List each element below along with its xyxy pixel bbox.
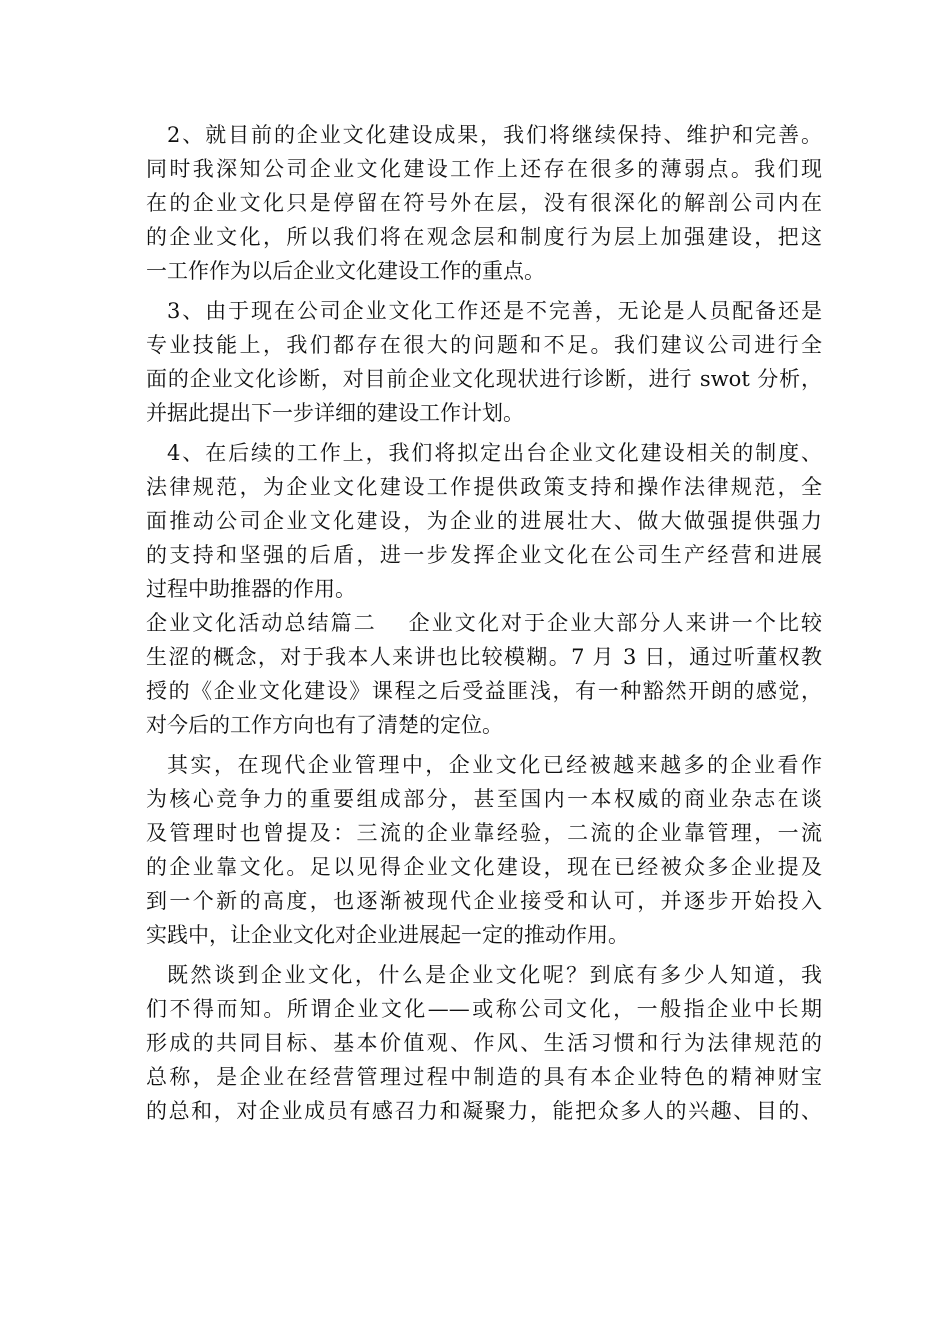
paragraph-line: 专业技能上，我们都存在很大的问题和不足。我们建议公司进行全 <box>146 333 822 357</box>
paragraph-core-competence <box>146 748 822 952</box>
paragraph-line: 的总和，对企业成员有感召力和凝聚力，能把众多人的兴趣、目的、 <box>146 1099 822 1123</box>
paragraph-item-3 <box>146 294 822 430</box>
paragraph-line: 的企业靠文化。足以见得企业文化建设，现在已经被众多企业提及 <box>146 855 822 879</box>
paragraph-line: 到一个新的高度，也逐渐被现代企业接受和认可，并逐步开始投入 <box>146 889 822 913</box>
paragraph-line: 的企业文化，所以我们将在观念层和制度行为层上加强建设，把这 <box>146 225 822 249</box>
paragraph-line: 法律规范，为企业文化建设工作提供政策支持和操作法律规范，全 <box>146 475 822 499</box>
paragraph-item-4 <box>146 436 822 606</box>
paragraph-line: 一工作作为以后企业文化建设工作的重点。 <box>146 259 545 283</box>
paragraph-line: 的支持和坚强的后盾，进一步发挥企业文化在公司生产经营和进展 <box>146 543 822 567</box>
paragraph-line: 形成的共同目标、基本价值观、作风、生活习惯和行为法律规范的 <box>146 1031 822 1055</box>
paragraph-line: 对今后的工作方向也有了清楚的定位。 <box>146 713 503 737</box>
paragraph-line: 企业文化活动总结篇二 企业文化对于企业大部分人来讲一个比较 <box>146 611 822 635</box>
section-heading-paragraph <box>146 606 822 742</box>
paragraph-line: 2、就目前的企业文化建设成果，我们将继续保持、维护和完善。 <box>167 123 822 147</box>
paragraph-line: 授的《企业文化建设》课程之后受益匪浅，有一种豁然开朗的感觉， <box>146 679 822 703</box>
paragraph-line: 既然谈到企业文化，什么是企业文化呢？到底有多少人知道，我 <box>167 963 822 987</box>
paragraph-line: 及管理时也曾提及：三流的企业靠经验，二流的企业靠管理，一流 <box>146 821 822 845</box>
paragraph-line: 总称，是企业在经营管理过程中制造的具有本企业特色的精神财宝 <box>146 1065 822 1089</box>
paragraph-line: 其实，在现代企业管理中，企业文化已经被越来越多的企业看作 <box>167 753 822 777</box>
paragraph-line: 4、在后续的工作上，我们将拟定出台企业文化建设相关的制度、 <box>167 441 822 465</box>
paragraph-line: 面的企业文化诊断，对目前企业文化现状进行诊断，进行 swot 分析， <box>146 367 822 391</box>
paragraph-line: 并据此提出下一步详细的建设工作计划。 <box>146 401 524 425</box>
paragraph-line: 面推动公司企业文化建设，为企业的进展壮大、做大做强提供强力 <box>146 509 822 533</box>
document-body <box>146 118 822 1128</box>
paragraph-item-2 <box>146 118 822 288</box>
paragraph-line: 们不得而知。所谓企业文化——或称公司文化，一般指企业中长期 <box>146 997 822 1021</box>
paragraph-line: 过程中助推器的作用。 <box>146 577 356 601</box>
paragraph-line: 为核心竞争力的重要组成部分，甚至国内一本权威的商业杂志在谈 <box>146 787 822 811</box>
paragraph-definition <box>146 958 822 1128</box>
paragraph-line: 实践中，让企业文化对企业进展起一定的推动作用。 <box>146 923 629 947</box>
paragraph-line: 生涩的概念，对于我本人来讲也比较模糊。7 月 3 日，通过听董权教 <box>146 645 822 669</box>
paragraph-line: 3、由于现在公司企业文化工作还是不完善，无论是人员配备还是 <box>167 299 822 323</box>
paragraph-line: 同时我深知公司企业文化建设工作上还存在很多的薄弱点。我们现 <box>146 157 822 181</box>
paragraph-line: 在的企业文化只是停留在符号外在层，没有很深化的解剖公司内在 <box>146 191 822 215</box>
